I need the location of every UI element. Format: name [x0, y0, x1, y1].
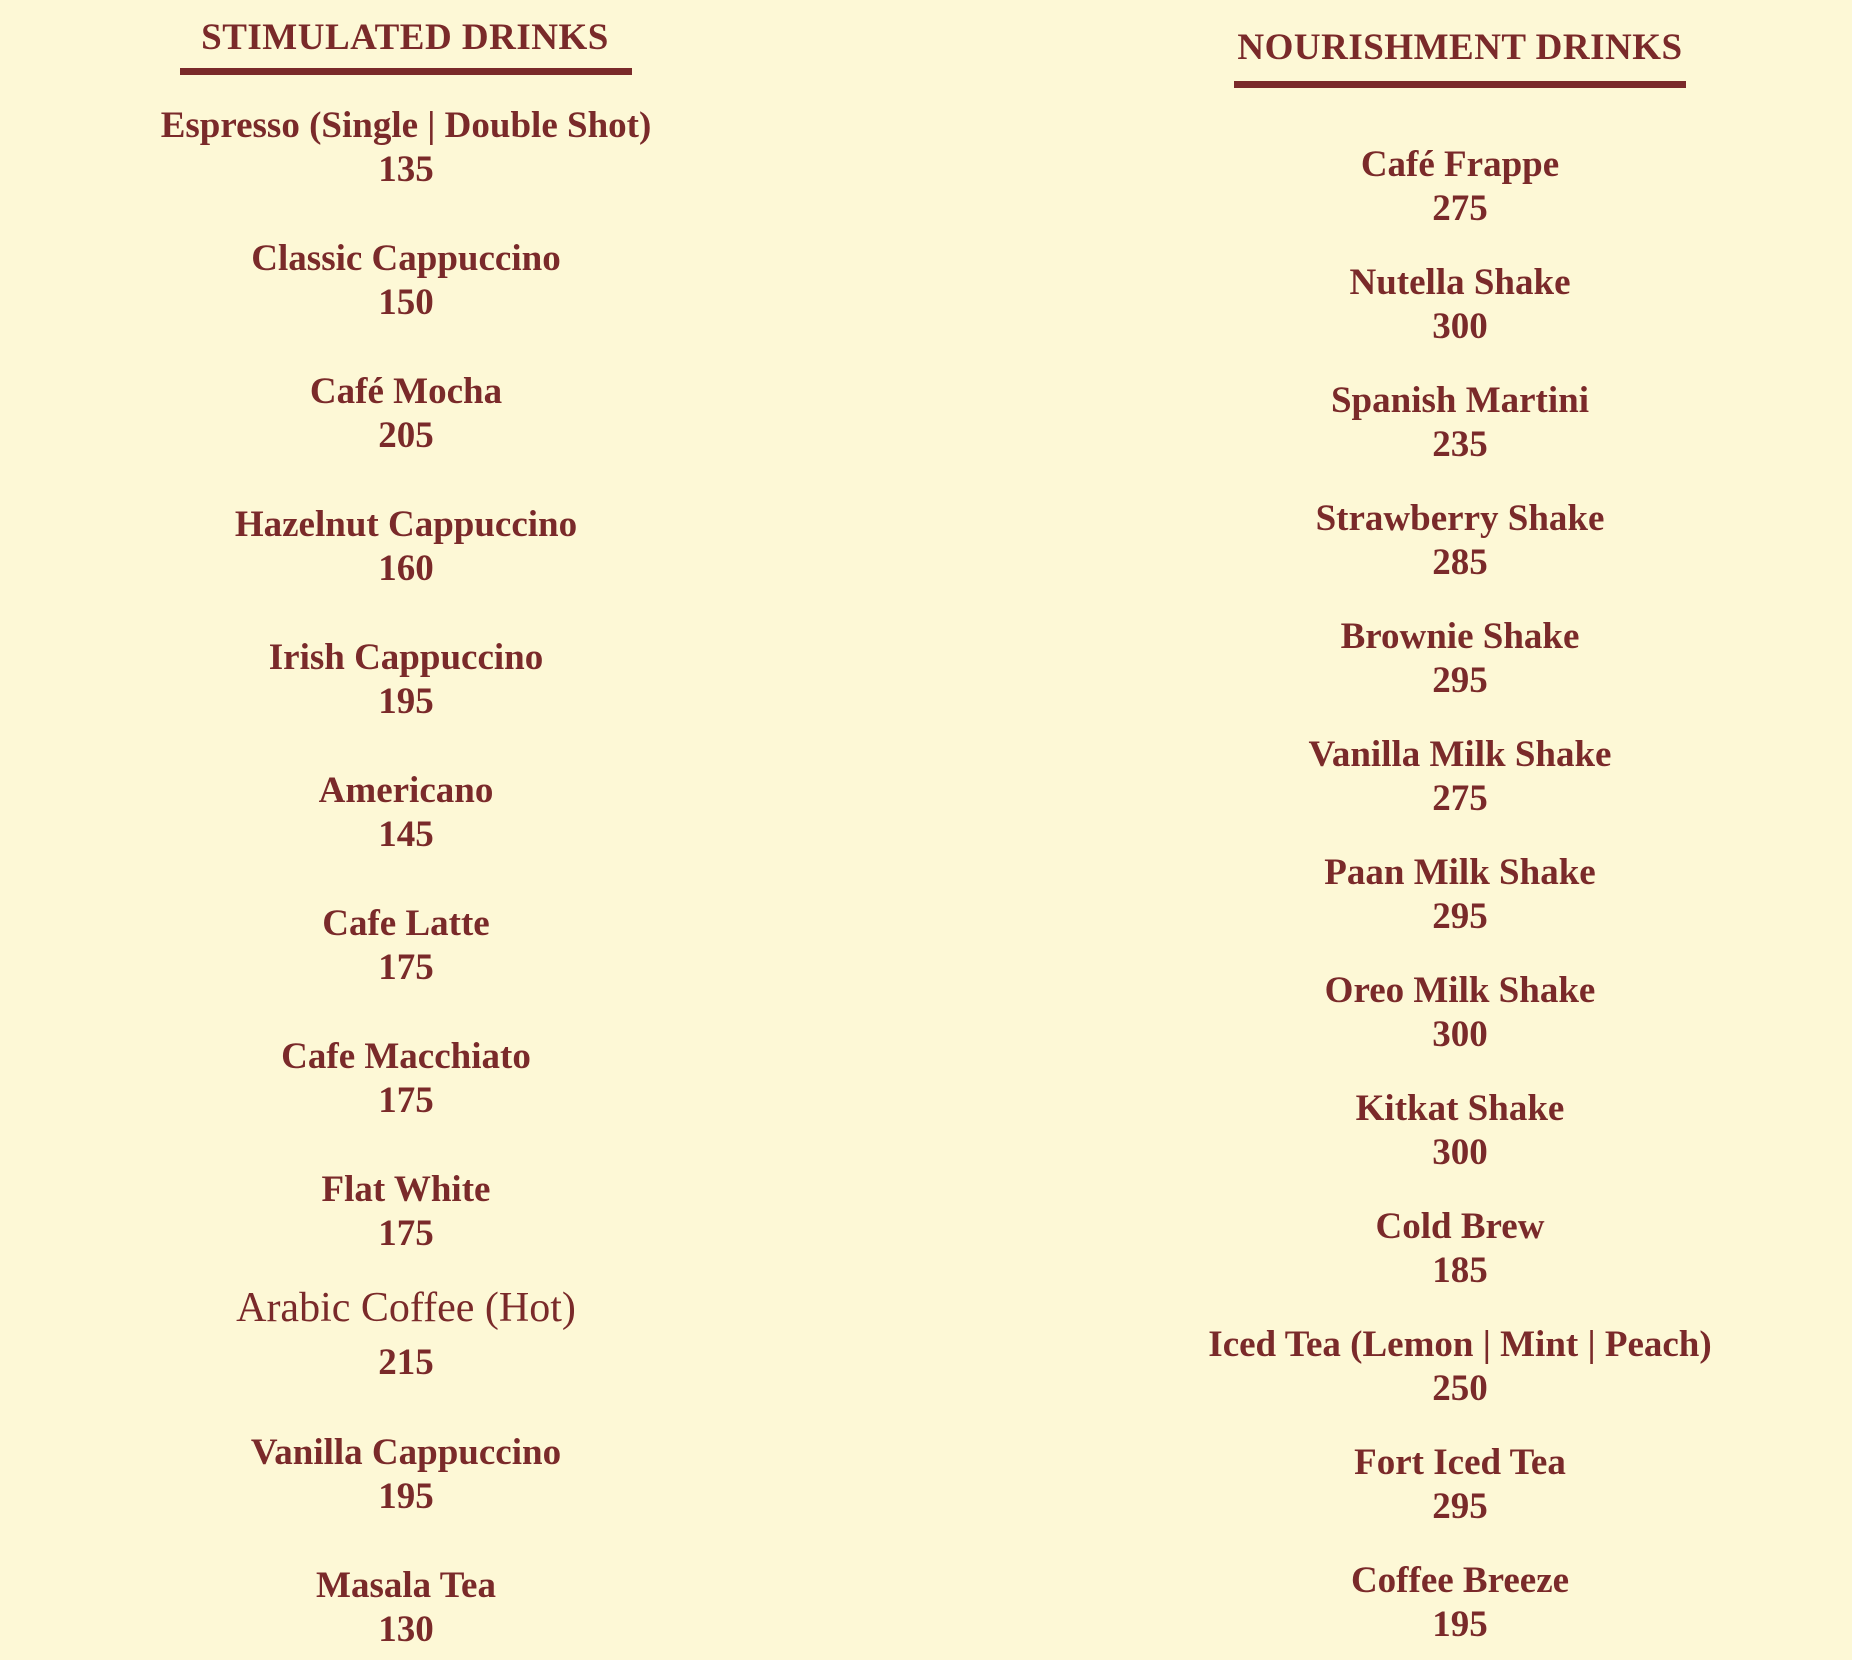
item-name: Café Frappe — [1360, 144, 1560, 185]
item-price: 135 — [378, 149, 434, 190]
item-price: 195 — [378, 681, 434, 722]
menu-item — [251, 1431, 561, 1519]
menu-item — [1376, 1205, 1545, 1293]
item-price: 160 — [378, 548, 434, 589]
menu-item — [1208, 1323, 1711, 1411]
item-price: 195 — [1432, 1604, 1488, 1645]
item-price: 175 — [378, 1080, 434, 1121]
item-price: 235 — [1432, 424, 1488, 465]
item-price: 205 — [378, 415, 434, 456]
menu-item — [1324, 851, 1595, 939]
menu-item — [1316, 497, 1605, 585]
item-price: 175 — [378, 947, 434, 988]
menu-item — [236, 1283, 576, 1385]
item-name: Cafe Latte — [322, 903, 490, 944]
stimulated-title-underline — [180, 68, 632, 75]
item-name: Irish Cappuccino — [268, 637, 544, 678]
stimulated-drinks-title: STIMULATED DRINKS — [201, 17, 609, 58]
item-name: Nutella Shake — [1349, 262, 1571, 303]
item-price: 215 — [378, 1342, 434, 1383]
menu-item — [316, 1564, 496, 1652]
menu-item — [1331, 379, 1589, 467]
item-name: Flat White — [321, 1169, 491, 1210]
item-name: Paan Milk Shake — [1324, 852, 1596, 893]
menu-item — [322, 1168, 491, 1256]
item-name: Arabic Coffee (Hot) — [236, 1285, 576, 1331]
menu-item — [310, 370, 502, 458]
item-price: 145 — [378, 814, 434, 855]
menu-item — [319, 769, 494, 857]
item-price: 300 — [1432, 306, 1488, 347]
item-name: Cafe Macchiato — [281, 1036, 531, 1077]
item-name: Fort Iced Tea — [1354, 1442, 1566, 1483]
menu-item — [251, 237, 560, 325]
item-name: Masala Tea — [316, 1565, 496, 1606]
menu-item — [235, 503, 577, 591]
item-price: 275 — [1432, 778, 1488, 819]
item-price: 175 — [378, 1213, 434, 1254]
item-name: Americano — [318, 770, 494, 811]
item-price: 295 — [1432, 660, 1488, 701]
menu-item — [269, 636, 543, 724]
item-name: Cold Brew — [1375, 1206, 1545, 1247]
item-name: Hazelnut Cappuccino — [234, 504, 578, 545]
menu-item — [322, 902, 489, 990]
menu-item — [1349, 261, 1570, 349]
item-name: Iced Tea (Lemon | Mint | Peach) — [1208, 1324, 1712, 1365]
item-price: 130 — [378, 1609, 434, 1650]
menu-item — [1309, 733, 1612, 821]
item-price: 285 — [1432, 542, 1488, 583]
item-name: Strawberry Shake — [1315, 498, 1605, 539]
nourishment-drinks-title: NOURISHMENT DRINKS — [1237, 27, 1683, 68]
menu-item — [1325, 969, 1596, 1057]
item-name: Espresso (Single | Double Shot) — [160, 105, 652, 146]
item-name: Coffee Breeze — [1350, 1560, 1570, 1601]
item-name: Vanilla Cappuccino — [250, 1432, 562, 1473]
menu-item — [1341, 615, 1580, 703]
item-name: Classic Cappuccino — [251, 238, 561, 279]
item-price: 300 — [1432, 1132, 1488, 1173]
menu-item — [1354, 1441, 1566, 1529]
item-price: 250 — [1432, 1368, 1488, 1409]
menu-item — [1356, 1087, 1565, 1175]
menu-item — [281, 1035, 531, 1123]
item-name: Brownie Shake — [1340, 616, 1580, 657]
item-price: 185 — [1432, 1250, 1488, 1291]
item-price: 300 — [1432, 1014, 1488, 1055]
menu-item — [161, 104, 652, 192]
item-name: Kitkat Shake — [1355, 1088, 1565, 1129]
item-name: Vanilla Milk Shake — [1308, 734, 1612, 775]
item-price: 150 — [378, 282, 434, 323]
item-price: 195 — [378, 1476, 434, 1517]
item-name: Oreo Milk Shake — [1324, 970, 1596, 1011]
menu-item — [1351, 1559, 1569, 1647]
nourishment-title-underline — [1234, 81, 1686, 88]
item-price: 295 — [1432, 896, 1488, 937]
item-price: 275 — [1432, 188, 1488, 229]
menu-item — [1361, 143, 1559, 231]
item-name: Café Mocha — [309, 371, 503, 412]
item-name: Spanish Martini — [1330, 380, 1590, 421]
item-price: 295 — [1432, 1486, 1488, 1527]
